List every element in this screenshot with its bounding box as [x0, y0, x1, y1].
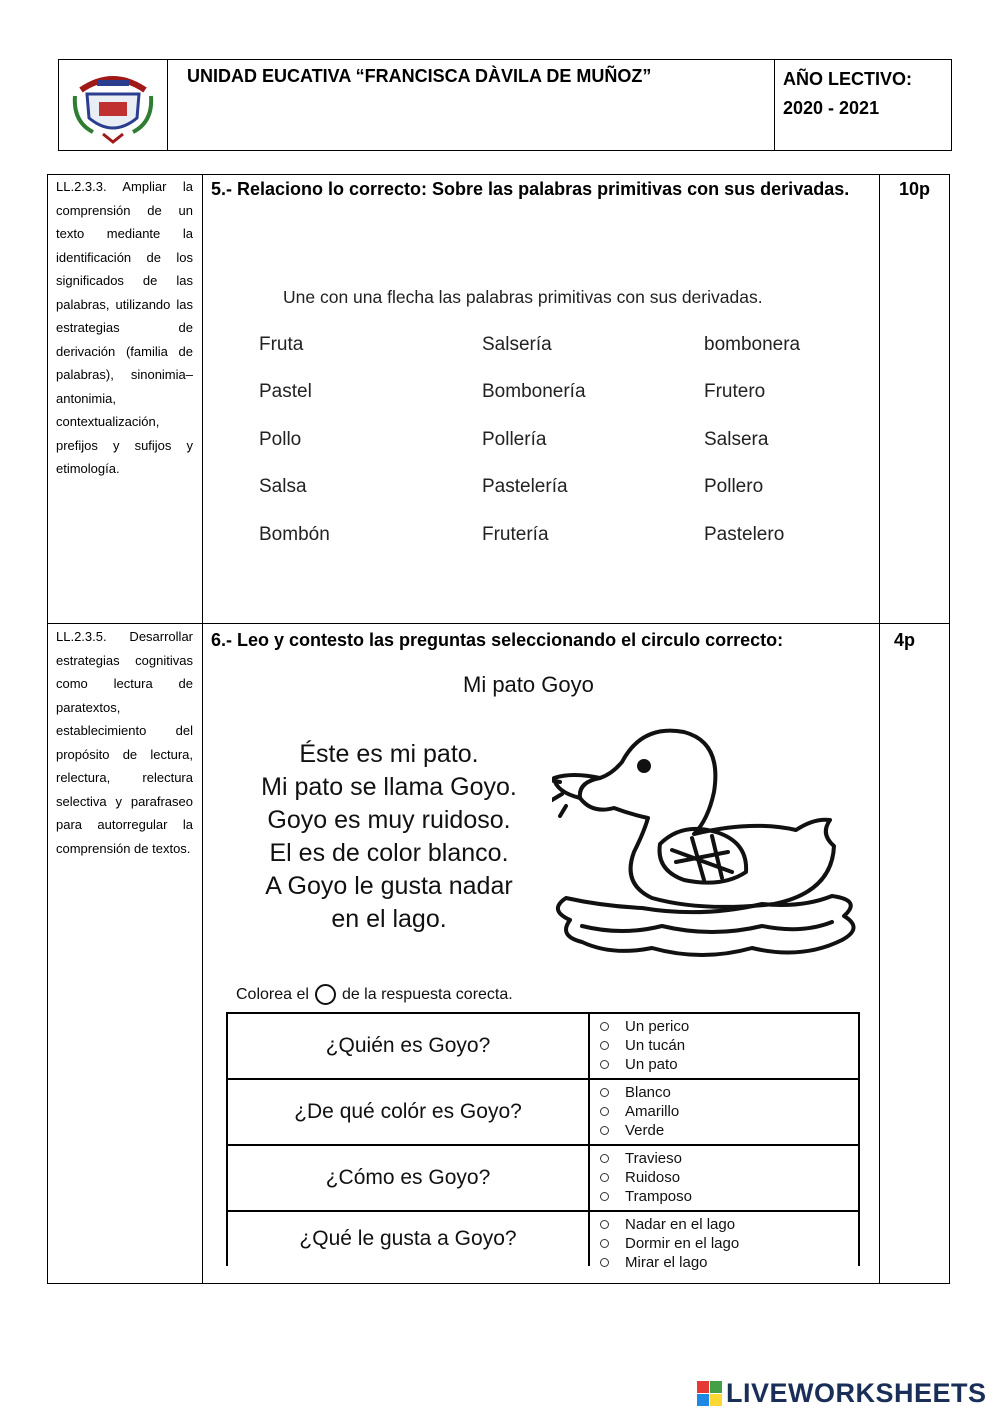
option-label: Un tucán — [625, 1037, 686, 1054]
derived-word[interactable]: Pastelero — [704, 524, 785, 545]
derived-word[interactable]: bombonera — [704, 334, 801, 355]
question-row — [228, 1080, 858, 1146]
derived-word[interactable]: Frutería — [482, 524, 549, 545]
option-label: Blanco — [625, 1084, 671, 1101]
radio-circle-icon[interactable] — [600, 1192, 609, 1201]
answer-options — [596, 1149, 692, 1206]
derived-word[interactable]: Salsería — [482, 334, 552, 355]
liveworksheets-logo-icon — [697, 1381, 723, 1407]
liveworksheets-brand: LIVEWORKSHEETS — [726, 1378, 987, 1408]
question-text: ¿Qué le gusta a Goyo? — [228, 1212, 590, 1266]
answer-option[interactable] — [596, 1036, 689, 1055]
answer-options — [596, 1017, 689, 1074]
story-line: El es de color blanco. — [269, 839, 509, 867]
radio-circle-icon[interactable] — [600, 1220, 609, 1229]
question-row — [228, 1146, 858, 1212]
question-text: ¿Cómo es Goyo? — [228, 1146, 590, 1210]
radio-circle-icon[interactable] — [600, 1088, 609, 1097]
question-text: ¿De qué colór es Goyo? — [228, 1080, 590, 1144]
answer-option[interactable] — [596, 1253, 739, 1272]
answer-option[interactable] — [596, 1055, 689, 1074]
option-label: Un pato — [625, 1056, 678, 1073]
option-label: Travieso — [625, 1150, 682, 1167]
story-line: Goyo es muy ruidoso. — [267, 806, 511, 834]
answer-options — [596, 1215, 739, 1272]
answer-options — [596, 1083, 679, 1140]
primitive-word[interactable]: Pastel — [259, 381, 312, 402]
story-line: Mi pato se llama Goyo. — [261, 773, 517, 801]
radio-circle-icon[interactable] — [600, 1107, 609, 1116]
story-line: Éste es mi pato. — [299, 740, 479, 768]
q5-title: 5.- Relaciono lo correcto: Sobre las palabras primitivas con sus derivadas. — [211, 179, 850, 199]
radio-circle-icon[interactable] — [600, 1022, 609, 1031]
radio-circle-icon[interactable] — [600, 1041, 609, 1050]
header-table — [58, 59, 952, 151]
school-year — [775, 60, 951, 150]
answer-option[interactable] — [596, 1187, 692, 1206]
answer-option[interactable] — [596, 1121, 679, 1140]
row-divider — [48, 623, 949, 624]
answer-option[interactable] — [596, 1215, 739, 1234]
school-logo-cell — [59, 60, 168, 150]
answer-option[interactable] — [596, 1168, 692, 1187]
school-name: UNIDAD EUCATIVA “FRANCISCA DÀVILA DE MUÑOZ” — [167, 60, 775, 150]
radio-circle-icon[interactable] — [600, 1173, 609, 1182]
q6-title: 6.- Leo y contesto las preguntas seleccionando el circulo correcto: — [211, 630, 784, 650]
primitive-word[interactable]: Bombón — [259, 524, 330, 545]
answer-option[interactable] — [596, 1149, 692, 1168]
primitive-word[interactable]: Fruta — [259, 334, 304, 355]
option-label: Verde — [625, 1122, 665, 1139]
radio-circle-icon[interactable] — [600, 1239, 609, 1248]
option-label: Mirar el lago — [625, 1254, 708, 1271]
option-label: Dormir en el lago — [625, 1235, 740, 1252]
skill-ll-2-3-3: LL.2.3.3. Ampliar la comprensión de un texto mediante la identificación de los significados de las palabras, utilizando las estrategias de derivación (familia de palabras), sinonimia–antonimia, contextualización, prefijos y sufijos y etimología. — [56, 179, 193, 476]
story-title: Mi pato Goyo — [463, 672, 594, 697]
column-divider — [879, 175, 880, 1283]
derived-word[interactable]: Pollero — [704, 476, 764, 497]
radio-circle-icon[interactable] — [600, 1154, 609, 1163]
year-label: AÑO LECTIVO: — [783, 69, 912, 89]
radio-circle-icon[interactable] — [600, 1126, 609, 1135]
primitive-word[interactable]: Pollo — [259, 429, 302, 450]
circle-icon — [315, 984, 336, 1005]
q6-points: 4p — [894, 630, 916, 650]
color-instruction — [236, 984, 513, 1005]
answer-option[interactable] — [596, 1017, 689, 1036]
derived-word[interactable]: Pollería — [482, 429, 547, 450]
answer-option[interactable] — [596, 1102, 679, 1121]
school-crest-icon — [59, 60, 167, 150]
answer-option[interactable] — [596, 1083, 679, 1102]
question-text: ¿Quién es Goyo? — [228, 1014, 590, 1078]
column-divider — [202, 175, 203, 1283]
story-text — [214, 738, 564, 936]
duck-illustration-icon — [552, 722, 864, 984]
option-label: Tramposo — [625, 1188, 692, 1205]
story-line: en el lago. — [331, 905, 447, 933]
option-label: Un perico — [625, 1018, 690, 1035]
q5-points: 10p — [899, 179, 931, 199]
question-row — [228, 1014, 858, 1080]
skill-ll-2-3-5: LL.2.3.5. Desarrollar estrategias cognitivas como lectura de paratextos, establecimiento del propósito de lectura, relectura, relectura selectiva y parafraseo para autorregular la comprensión de textos. — [56, 629, 193, 856]
option-label: Nadar en el lago — [625, 1216, 736, 1233]
color-instruction-pre: Colorea el — [236, 985, 309, 1003]
radio-circle-icon[interactable] — [600, 1060, 609, 1069]
primitive-word[interactable]: Salsa — [259, 476, 307, 497]
derived-word[interactable]: Frutero — [704, 381, 766, 402]
radio-circle-icon[interactable] — [600, 1258, 609, 1267]
option-label: Ruidoso — [625, 1169, 681, 1186]
derived-word[interactable]: Salsera — [704, 429, 769, 450]
derived-word[interactable]: Bombonería — [482, 381, 586, 402]
derived-word[interactable]: Pastelería — [482, 476, 568, 497]
year-value: 2020 - 2021 — [783, 98, 880, 118]
q5-instruction: Une con una flecha las palabras primitivas con sus derivadas. — [283, 287, 763, 307]
question-row — [228, 1212, 858, 1271]
color-instruction-post: de la respuesta corecta. — [341, 985, 513, 1003]
questions-table — [226, 1012, 860, 1271]
story-line: A Goyo le gusta nadar — [265, 872, 513, 900]
option-label: Amarillo — [625, 1103, 680, 1120]
answer-option[interactable] — [596, 1234, 739, 1253]
